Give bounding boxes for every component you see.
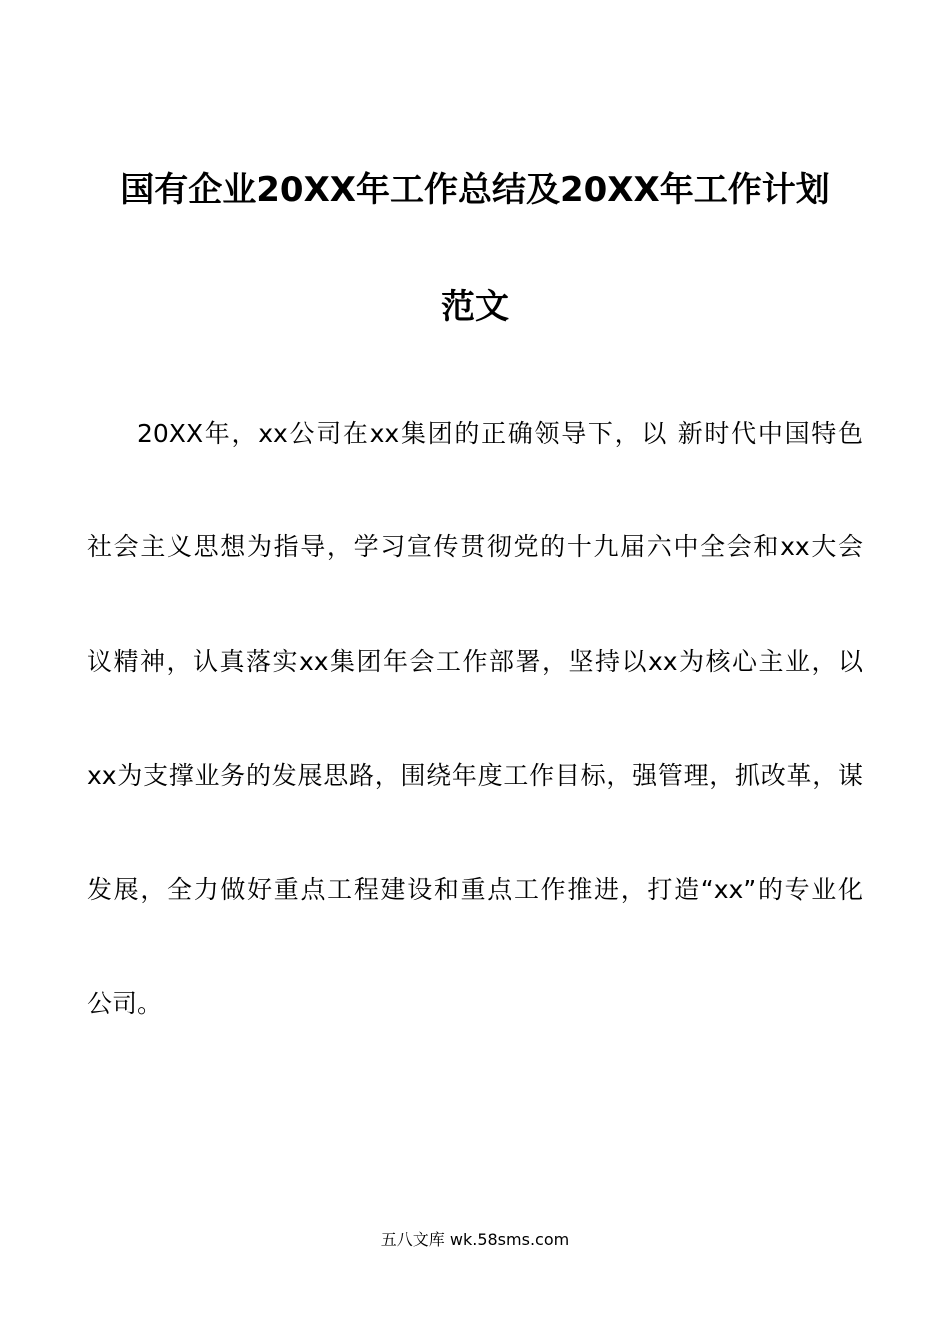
footer-watermark-text: 五八文库 wk.58sms.com — [380, 1230, 570, 1249]
paragraph-line-1: 20XX年，xx公司在xx集团的正确领导下，以 新时代中国特色 — [137, 419, 863, 448]
paragraph-line-5: 发展，全力做好重点工程建设和重点工作推进，打造“xx”的专业化 — [87, 875, 863, 904]
paragraph-line-3: 议精神，认真落实xx集团年会工作部署，坚持以xx为核心主业，以 — [87, 647, 863, 676]
document-title-line-1: 国有企业20XX年工作总结及20XX年工作计划 — [120, 170, 830, 210]
document-title-line-2: 范文 — [441, 287, 509, 327]
paragraph-line-6: 公司。 — [87, 989, 163, 1018]
paragraph-line-4: xx为支撑业务的发展思路，围绕年度工作目标，强管理，抓改革，谋 — [87, 761, 863, 790]
paragraph-line-2: 社会主义思想为指导，学习宣传贯彻党的十九届六中全会和xx大会 — [87, 532, 863, 561]
